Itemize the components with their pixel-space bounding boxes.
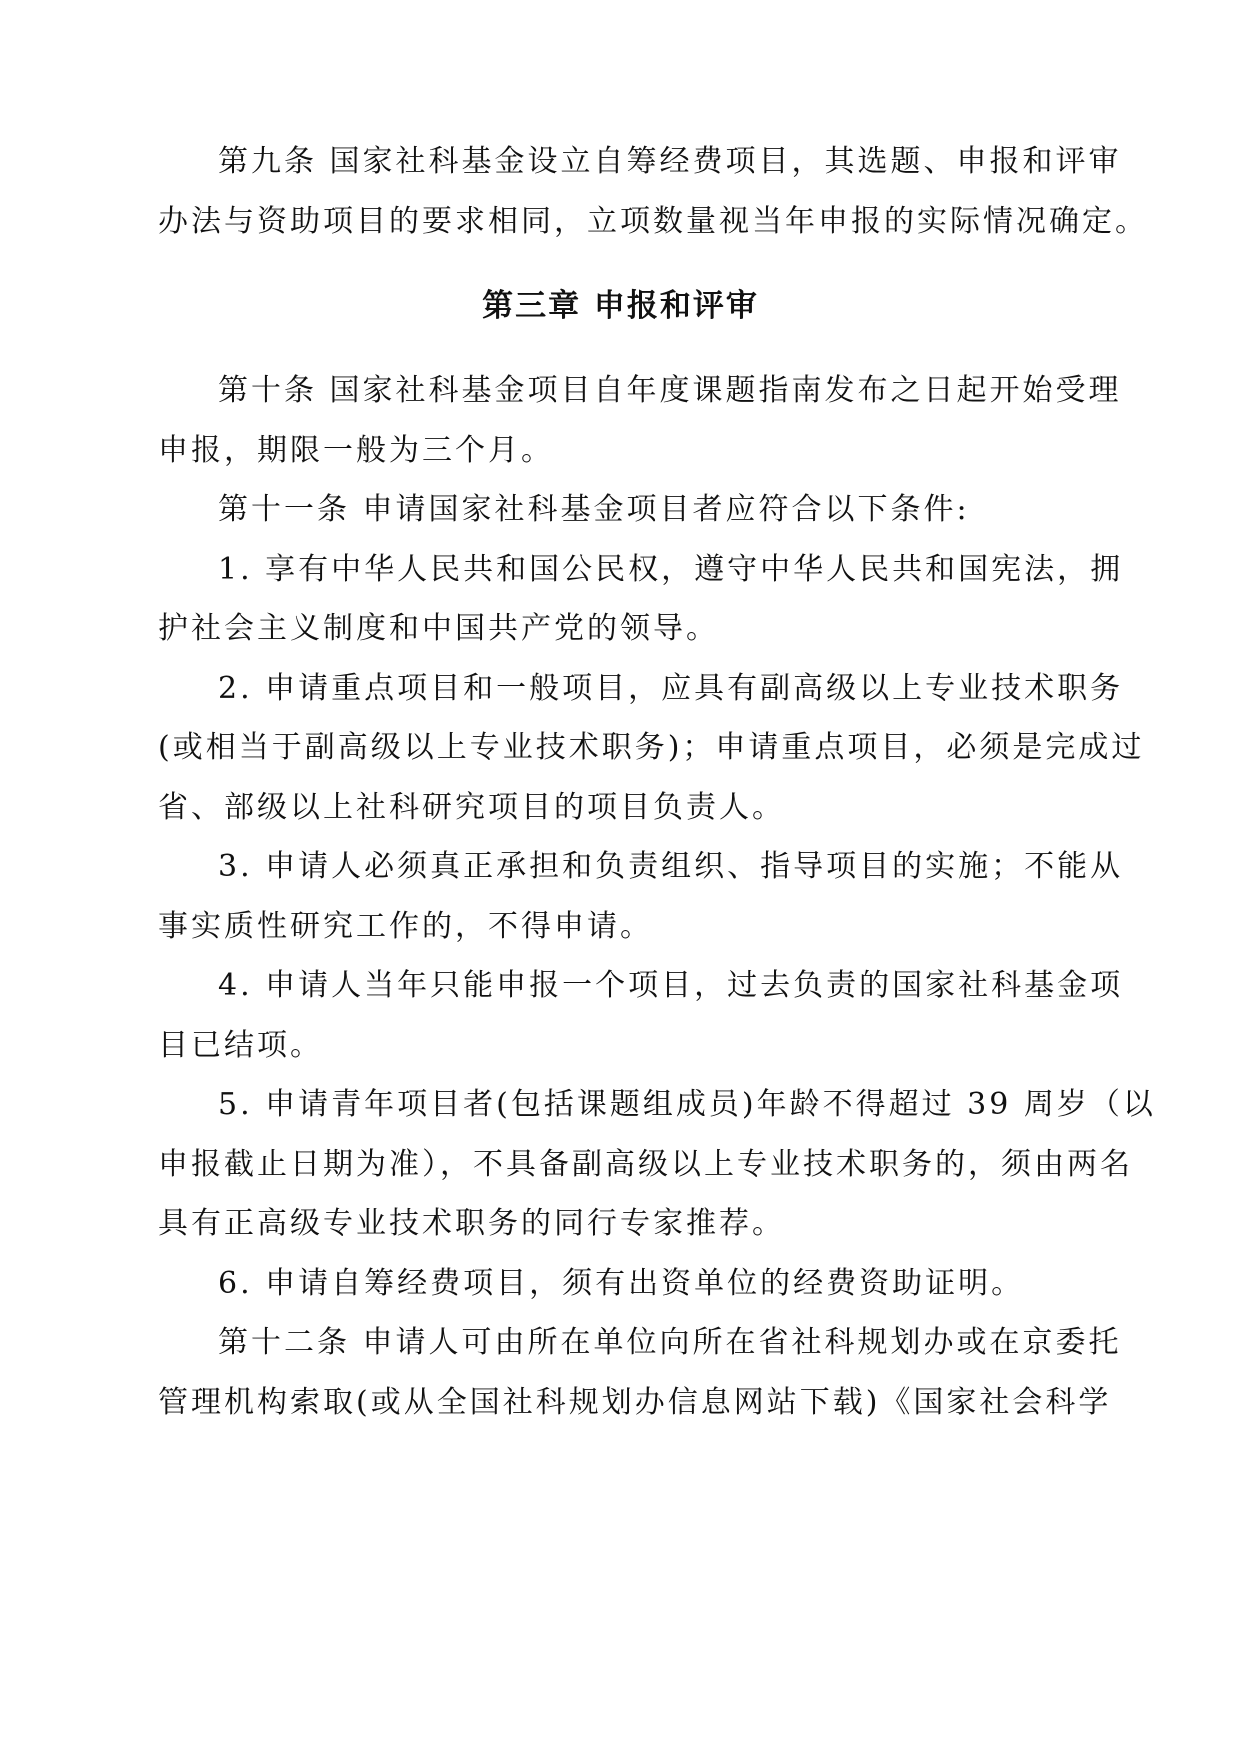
article-11-item-2-line-2: (或相当于副高级以上专业技术职务)；申请重点项目，必须是完成过	[158, 730, 1145, 765]
article-11-item-3-line-1: 3. 申请人必须真正承担和负责组织、指导项目的实施；不能从	[218, 849, 1124, 884]
article-10-line-1: 第十条 国家社科基金项目自年度课题指南发布之日起开始受理	[218, 373, 1122, 408]
article-11-item-1-line-1: 1. 享有中华人民共和国公民权，遵守中华人民共和国宪法，拥	[218, 552, 1124, 587]
article-11-item-4-line-2: 目已结项。	[158, 1028, 323, 1063]
article-11-item-1-line-2: 护社会主义制度和中国共产党的领导。	[158, 611, 719, 646]
article-11-item-2-line-3: 省、部级以上社科研究项目的项目负责人。	[158, 790, 785, 825]
article-12-line-1: 第十二条 申请人可由所在单位向所在省社科规划办或在京委托	[218, 1325, 1122, 1360]
article-9-line-1: 第九条 国家社科基金设立自筹经费项目，其选题、申报和评审	[218, 144, 1122, 179]
article-10-line-2: 申报，期限一般为三个月。	[158, 433, 554, 468]
article-11-item-5-line-3: 具有正高级专业技术职务的同行专家推荐。	[158, 1206, 785, 1241]
article-12-line-2: 管理机构索取(或从全国社科规划办信息网站下载)《国家社会科学	[158, 1385, 1112, 1420]
article-11-intro: 第十一条 申请国家社科基金项目者应符合以下条件:	[218, 492, 970, 527]
article-11-item-6-line-1: 6. 申请自筹经费项目，须有出资单位的经费资助证明。	[218, 1266, 1025, 1301]
article-9-line-2: 办法与资助项目的要求相同，立项数量视当年申报的实际情况确定。	[158, 204, 1148, 239]
article-11-item-3-line-2: 事实质性研究工作的，不得申请。	[158, 909, 653, 944]
article-11-item-2-line-1: 2. 申请重点项目和一般项目，应具有副高级以上专业技术职务	[218, 671, 1124, 706]
chapter-heading: 第三章 申报和评审	[482, 288, 759, 324]
article-11-item-4-line-1: 4. 申请人当年只能申报一个项目，过去负责的国家社科基金项	[218, 968, 1124, 1003]
article-11-item-5-line-1: 5. 申请青年项目者(包括课题组成员)年龄不得超过 39 周岁（以	[218, 1087, 1156, 1122]
article-11-item-5-line-2: 申报截止日期为准），不具备副高级以上专业技术职务的，须由两名	[158, 1147, 1133, 1182]
